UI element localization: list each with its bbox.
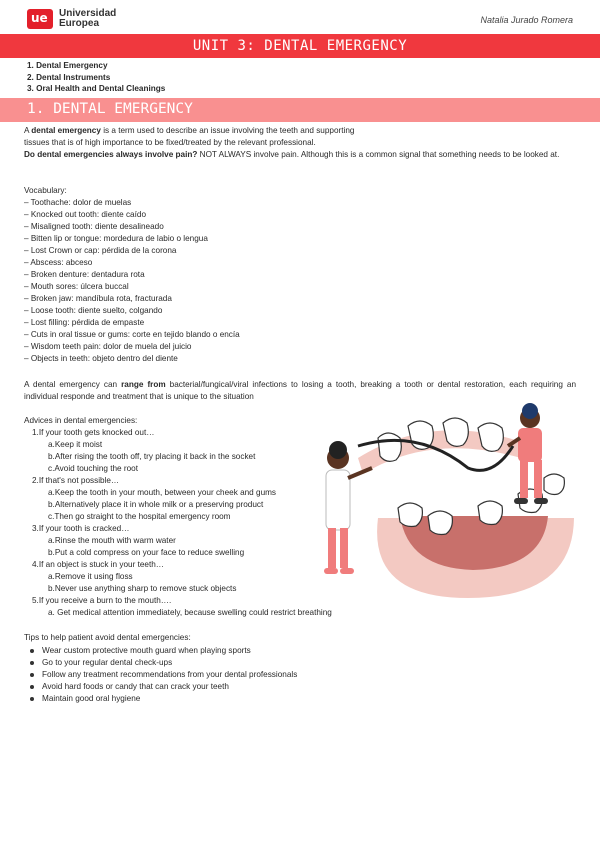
author-name: Natalia Jurado Romera (480, 15, 573, 25)
tip-item: Go to your regular dental check-ups (24, 657, 297, 669)
vocabulary-item: – Cuts in oral tissue or gums: corte en tejido blando o encía (24, 330, 240, 339)
toc-item: 3. Oral Health and Dental Cleanings (27, 84, 166, 93)
tips-heading: Tips to help patient avoid dental emergencies: (24, 633, 191, 642)
range-term: range from (121, 380, 166, 389)
vocabulary-list (24, 197, 240, 365)
intro-text: is a term used to describe an issue involving the teeth and supporting (100, 126, 355, 135)
advice-item: 5.If you receive a burn to the mouth…. (32, 596, 172, 605)
page-header (0, 0, 600, 34)
intro-text: tissues that is of high importance to be fixed/treated by the relevant professional. (24, 138, 316, 147)
logo-mark-text: ue (31, 11, 48, 25)
advice-subitem: a.Remove it using floss (48, 572, 133, 581)
toc-item: 1. Dental Emergency (27, 61, 108, 70)
advice-subitem: b.Put a cold compress on your face to reduce swelling (48, 548, 245, 557)
advice-subitem: a. Get medical attention immediately, because swelling could restrict breathing (48, 608, 332, 617)
vocabulary-item: – Abscess: abceso (24, 258, 93, 267)
tip-item: Avoid hard foods or candy that can crack your teeth (24, 681, 297, 693)
vocabulary-item: – Loose tooth: diente suelto, colgando (24, 306, 163, 315)
dentists-cleaning-teeth-illustration (308, 398, 580, 604)
advice-subitem: b.Never use anything sharp to remove stuck objects (48, 584, 237, 593)
advice-item: 1.If your tooth gets knocked out… (32, 428, 155, 437)
vocabulary-item: – Toothache: dolor de muelas (24, 198, 132, 207)
tip-item: Wear custom protective mouth guard when playing sports (24, 645, 297, 657)
logo-line-2: Europea (59, 18, 100, 29)
advices-list (24, 427, 332, 619)
vocabulary-item: – Broken denture: dentadura rota (24, 270, 145, 279)
section-title-bar (0, 98, 600, 122)
advice-subitem: a.Keep the tooth in your mouth, between your cheek and gums (48, 488, 277, 497)
table-of-contents (27, 60, 165, 95)
unit-title-bar (0, 34, 600, 58)
advice-subitem: b.Alternatively place it in whole milk or a preserving product (48, 500, 264, 509)
vocabulary-item: – Objects in teeth: objeto dentro del diente (24, 354, 178, 363)
advice-subitem: c.Then go straight to the hospital emergency room (48, 512, 231, 521)
vocabulary-item: – Lost Crown or cap: pérdida de la corona (24, 246, 177, 255)
vocabulary-item: – Lost filling: pérdida de empaste (24, 318, 145, 327)
tip-item: Maintain good oral hygiene (24, 693, 297, 705)
intro-text: A (24, 126, 32, 135)
intro-paragraph-1 (24, 125, 354, 149)
vocabulary-heading: Vocabulary: (24, 186, 67, 195)
vocabulary-item: – Knocked out tooth: diente caído (24, 210, 146, 219)
intro-term: dental emergency (31, 126, 101, 135)
unit-title: UNIT 3: DENTAL EMERGENCY (192, 38, 408, 54)
logo-text (59, 9, 116, 29)
advice-subitem: a.Keep it moist (48, 440, 103, 449)
vocabulary-item: – Bitten lip or tongue: mordedura de labio o lengua (24, 234, 208, 243)
advice-item: 4.If an object is stuck in your teeth… (32, 560, 164, 569)
toc-item: 2. Dental Instruments (27, 72, 111, 82)
university-logo (27, 9, 116, 29)
vocabulary-item: – Broken jaw: mandíbula rota, fracturada (24, 294, 172, 303)
vocabulary-item: – Misaligned tooth: diente desalineado (24, 222, 164, 231)
intro-paragraph-2 (24, 149, 576, 161)
advice-item: 3.If your tooth is cracked… (32, 524, 130, 533)
intro-question: Do dental emergencies always involve pain? (24, 150, 198, 159)
vocabulary-item: – Wisdom teeth pain: dolor de muela del juicio (24, 342, 192, 351)
ue-logo-icon (27, 9, 53, 29)
tips-list (24, 645, 297, 705)
range-text: bacterial/fungical/viral infections to losing a tooth, breaking a tooth or dental restoration, each requiring an individual responde and treatment that is unique to the situation (24, 380, 577, 401)
range-text: A dental emergency can (24, 380, 122, 389)
vocabulary-item: – Mouth sores: úlcera buccal (24, 282, 129, 291)
advice-subitem: b.After rising the tooth off, try placing it back in the socket (48, 452, 256, 461)
logo-line-1: Universidad (59, 8, 117, 19)
tip-item: Follow any treatment recommendations from your dental professionals (24, 669, 297, 681)
advices-heading: Advices in dental emergencies: (24, 416, 138, 425)
section-title: 1. DENTAL EMERGENCY (27, 101, 193, 117)
advice-subitem: c.Avoid touching the root (48, 464, 138, 473)
advice-subitem: a.Rinse the mouth with warm water (48, 536, 176, 545)
intro-answer: NOT ALWAYS involve pain. Although this is a common signal that something needs to be looked at. (197, 150, 560, 159)
advice-item: 2.If that's not possible… (32, 476, 120, 485)
